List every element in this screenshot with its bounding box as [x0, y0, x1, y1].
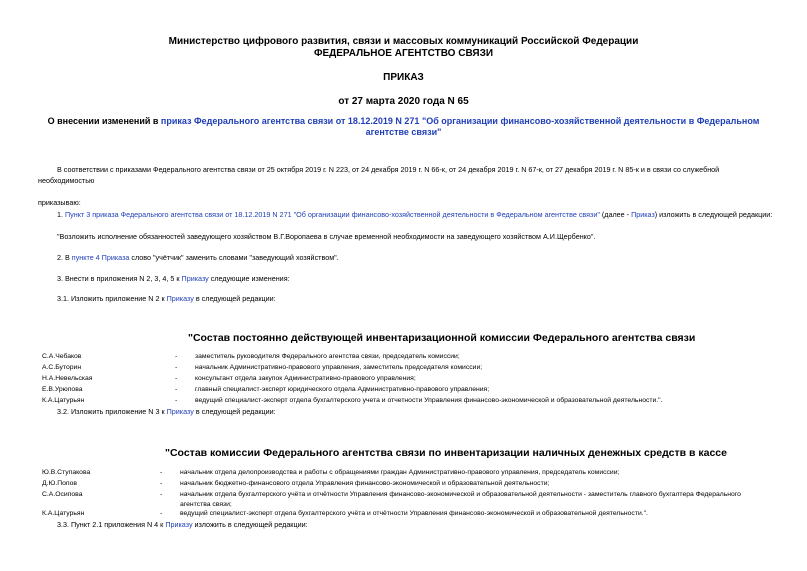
member-role: начальник бюджетно-финансового отдела Управления финансово-экономической и образовательной деятельности; — [180, 480, 550, 487]
item-3-3 — [57, 519, 308, 530]
member-name: Д.Ю.Попов — [42, 480, 77, 487]
dash: - — [175, 375, 178, 382]
doc-title — [0, 116, 807, 127]
title-prefix: О внесении изменений в — [47, 116, 161, 126]
doc-title-line2 — [0, 127, 807, 138]
item-3-2 — [57, 406, 276, 417]
item-1-mid: (далее - — [599, 210, 632, 219]
member-role: главный специалист-эксперт юридического отдела Административно-правового управления; — [195, 386, 490, 393]
item-3-1-link[interactable]: Приказу — [166, 294, 194, 303]
member-role: начальник отдела бухгалтерского учёта и отчётности Управления финансово-экономической и образовательной деятельности - заместитель главного бухгалтера Федерального агентства связи; — [180, 491, 741, 508]
item-3-link[interactable]: Приказу — [181, 274, 209, 283]
member-role: заместитель руководителя Федерального агентства связи, председатель комиссии; — [195, 353, 460, 360]
ministry-name: Министерство цифрового развития, связи и массовых коммуникаций Российской Федерации — [168, 36, 639, 47]
title-link-cont[interactable]: агентстве связи" — [365, 127, 442, 137]
item-1-link[interactable]: Пункт 3 приказа Федерального агентства связи от 18.12.2019 N 271 "Об организации финансово-хозяйственной деятельности в Федеральном агентстве связи" — [65, 210, 600, 219]
doc-date: от 27 марта 2020 года N 65 — [338, 96, 469, 107]
member-role: начальник Административно-правового управления, заместитель председателя комиссии; — [195, 364, 483, 371]
item-2-suffix: слово "учётчик" заменить словами "заведующий хозяйством". — [129, 253, 339, 262]
order-word: приказываю: — [38, 198, 81, 207]
member-name: Н.А.Невельская — [42, 375, 93, 382]
member-role: ведущий специалист-эксперт отдела бухгалтерского учета и отчетности Управления финансово-экономической и образовательной деятельности.". — [195, 397, 663, 404]
dash: - — [160, 469, 163, 476]
item-1-suffix: ) изложить в следующей редакции: — [654, 210, 773, 219]
item-3-2-prefix: 3.2. Изложить приложение N 3 к — [57, 407, 167, 416]
item-3-3-suffix: изложить в следующей редакции: — [192, 520, 308, 529]
item-3-1-prefix: 3.1. Изложить приложение N 2 к — [57, 294, 167, 303]
title-link[interactable]: приказ Федерального агентства связи от 18.12.2019 N 271 "Об организации финансово-хозяйственной деятельности в Федеральном — [160, 116, 760, 126]
dash: - — [160, 491, 163, 498]
item-3-2-suffix: в следующей редакции: — [193, 407, 276, 416]
item-1-link-order[interactable]: Приказ — [631, 210, 655, 219]
dash: - — [160, 510, 163, 517]
item-3-3-prefix: 3.3. Пункт 2.1 приложения N 4 к — [57, 520, 166, 529]
intro-paragraph-cont: необходимостью — [38, 176, 95, 185]
item-1-prefix: 1. — [57, 210, 65, 219]
member-name: К.А.Цатурьян — [42, 510, 85, 517]
item-1 — [57, 209, 772, 220]
dash: - — [175, 364, 178, 371]
doc-type: ПРИКАЗ — [383, 72, 424, 83]
section-2-heading: "Состав комиссии Федерального агентства связи по инвентаризации наличных денежных средств в кассе — [165, 447, 727, 459]
dash: - — [175, 397, 178, 404]
dash: - — [160, 480, 163, 487]
member-name: К.А.Цатурьян — [42, 397, 85, 404]
item-3-suffix: следующие изменения: — [208, 274, 290, 283]
member-name: Ю.В.Ступакова — [42, 469, 91, 476]
member-name: С.А.Осипова — [42, 491, 83, 498]
intro-paragraph: В соответствии с приказами Федерального агентства связи от 25 октября 2019 г. N 223, от 24 декабря 2019 г. N 66-к, от 24 декабря 2019 г. N 67-к, от 27 декабря 2019 г. N 85-к и в связи со служебной — [57, 165, 720, 174]
agency-name: ФЕДЕРАЛЬНОЕ АГЕНТСТВО СВЯЗИ — [313, 48, 494, 59]
member-role: начальник отдела делопроизводства и работы с обращениями граждан Административно-правового управления, председатель комиссии; — [180, 469, 620, 476]
member-name: А.С.Буторин — [42, 364, 82, 371]
dash: - — [175, 353, 178, 360]
dash: - — [175, 386, 178, 393]
member-role: консультант отдела закупок Административно-правового управления; — [195, 375, 416, 382]
item-3-1-suffix: в следующей редакции: — [193, 294, 276, 303]
item-3-3-link[interactable]: Приказу — [165, 520, 193, 529]
member-role: ведущий специалист-эксперт отдела бухгалтерского учёта и отчётности Управления финансово-экономической и образовательной деятельности.". — [180, 510, 648, 517]
item-2-prefix: 2. В — [57, 253, 72, 262]
item-3-1 — [57, 293, 276, 304]
quote-1: "Возложить исполнение обязанностей заведующего хозяйством В.Г.Воропаева в случае временной необходимости на заведующего хозяйством А.И.Щербенко". — [57, 232, 596, 241]
section-1-heading: "Состав постоянно действующей инвентаризационной комиссии Федерального агентства связи — [188, 332, 696, 344]
member-name: Е.В.Урюпова — [42, 386, 83, 393]
item-2-link[interactable]: пункте 4 Приказа — [71, 253, 130, 262]
item-2 — [57, 252, 339, 263]
member-name: С.А.Чебаков — [42, 353, 82, 360]
item-3-2-link[interactable]: Приказу — [166, 407, 194, 416]
item-3 — [57, 273, 290, 284]
item-3-prefix: 3. Внести в приложения N 2, 3, 4, 5 к — [57, 274, 182, 283]
